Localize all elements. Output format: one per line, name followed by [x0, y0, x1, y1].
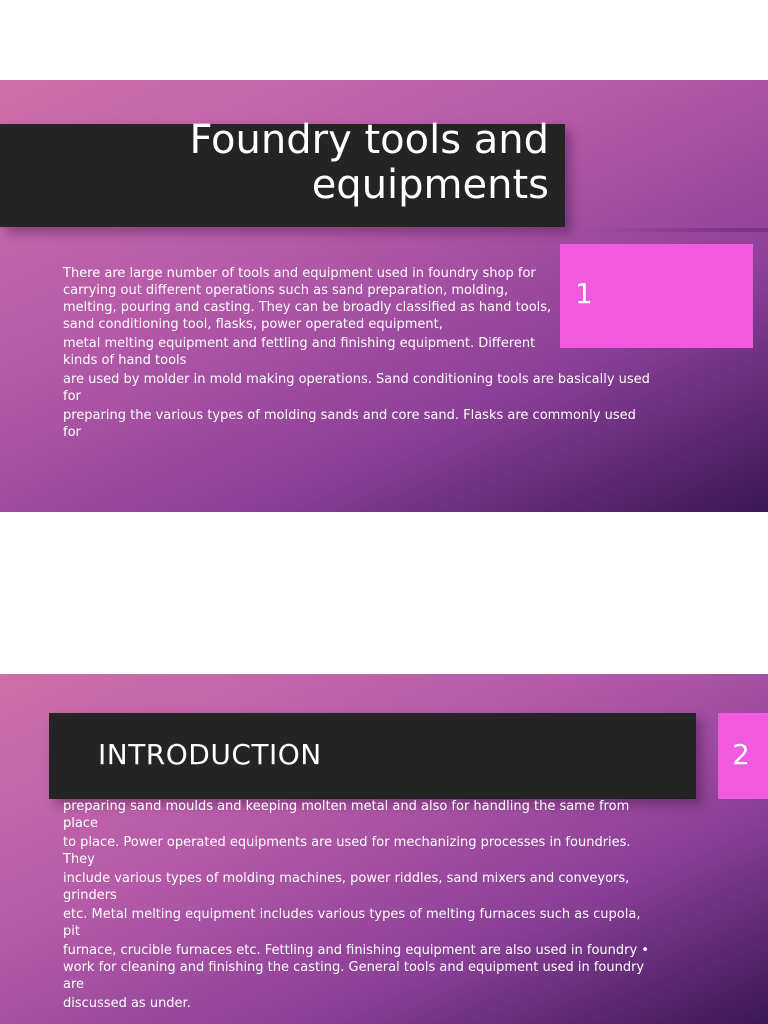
title-accent-line [583, 228, 768, 232]
body-paragraph: include various types of molding machines, power riddles, sand mixers and conveyors, grinders [63, 871, 630, 903]
slide-title: INTRODUCTION [98, 738, 322, 771]
body-paragraph: furnace, crucible furnaces etc. Fettling and finishing equipment are also used in foundry • work for cleaning and finishing the casting. General tools and equipment used in foundry are [63, 943, 649, 992]
slide-title-bar [0, 117, 565, 227]
body-paragraph: metal melting equipment and fettling and finishing equipment. Different kinds of hand tools [63, 336, 536, 368]
body-paragraph: preparing the various types of molding sands and core sand. Flasks are commonly used for [63, 408, 636, 440]
slide-2 [0, 674, 768, 1024]
slide-body [63, 798, 653, 1014]
slide-title-bar [49, 713, 696, 799]
body-paragraph: etc. Metal melting equipment includes various types of melting furnaces such as cupola, pit [63, 907, 641, 939]
body-paragraph: discussed as under. [63, 996, 191, 1011]
body-paragraph: to place. Power operated equipments are used for mechanizing processes in foundries. They [63, 835, 631, 867]
slide-body [63, 265, 653, 443]
body-paragraph: are used by molder in mold making operations. Sand conditioning tools are basically used for [63, 372, 650, 404]
body-paragraph: preparing sand moulds and keeping molten metal and also for handling the same from place [63, 799, 630, 831]
slide-number-box [718, 713, 768, 799]
slide-number: 1 [575, 277, 593, 310]
body-paragraph: There are large number of tools and equipment used in foundry shop for carrying out different operations such as sand preparation, molding, melting, pouring and casting. They can be broadly classified as hand tools, sand conditioning tool, flasks, power operated equipment, [63, 266, 552, 332]
slide-number: 2 [732, 738, 750, 771]
slide-1 [0, 80, 768, 512]
slide-title: Foundry tools and equipments [189, 117, 549, 208]
